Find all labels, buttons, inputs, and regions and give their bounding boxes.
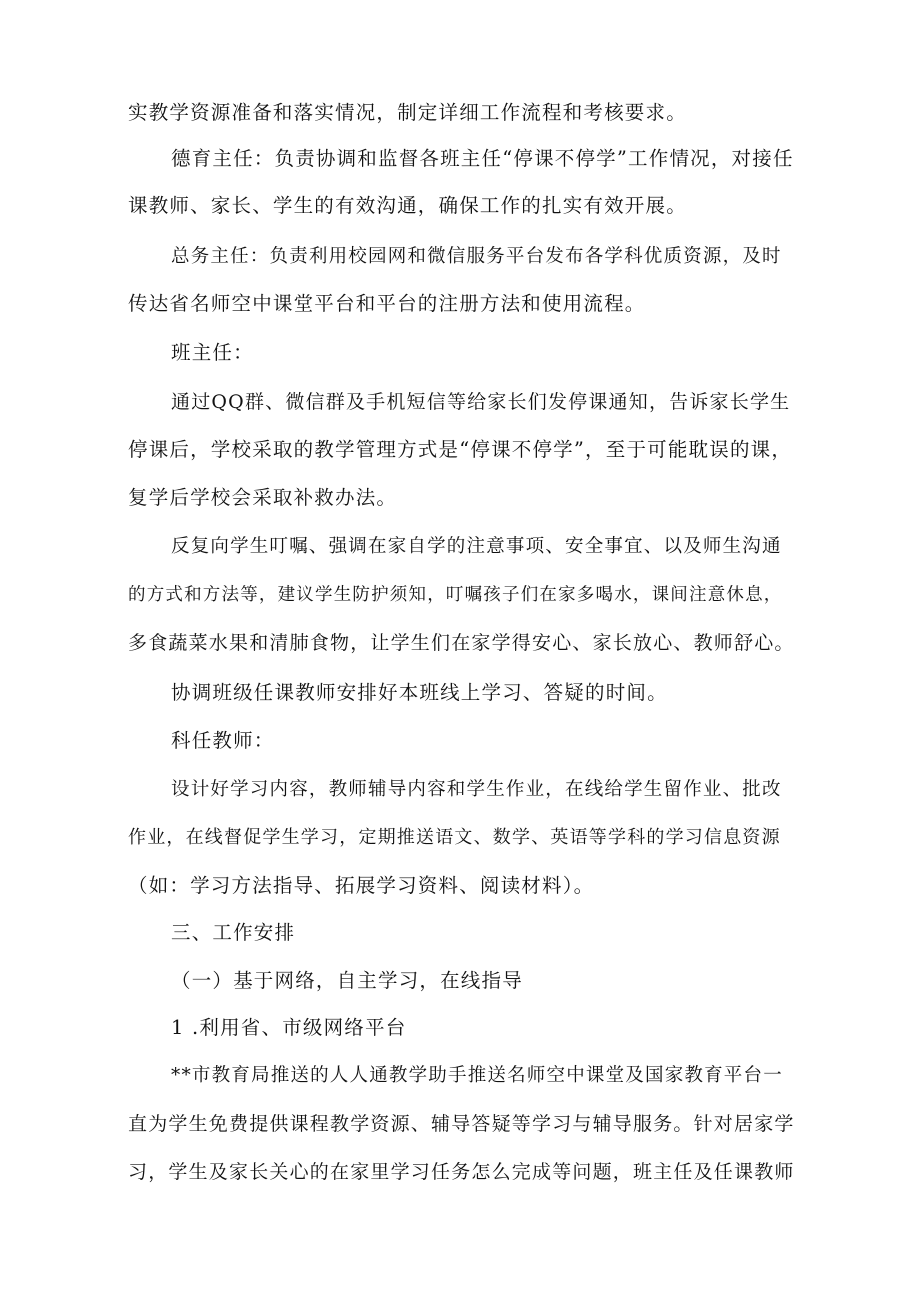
text-line: 停课后，学校采取的教学管理方式是“停课不停学”，至于可能耽误的课， <box>128 438 793 461</box>
heading-subject-teacher: 科任教师： <box>171 729 275 752</box>
text-line: （如：学习方法指导、拓展学习资料、阅读材料）。 <box>128 874 595 897</box>
paragraph-moral-director: 德育主任：负责协调和监督各班主任“停课不停学”工作情况，对接任 <box>171 147 794 170</box>
text-line: 的方式和方法等，建议学生防护须知，叮嘱孩子们在家多喝水，课间注意休息， <box>128 585 783 605</box>
subsection-heading-online-learning: （一）基于网络，自主学习，在线指导 <box>171 969 523 992</box>
paragraph-reminders: 反复向学生叮嘱、强调在家自学的注意事项、安全事宜、以及师生沟通 <box>171 536 782 557</box>
text-line: 传达省名师空中课堂平台和平台的注册方法和使用流程。 <box>128 292 646 315</box>
paragraph-notice: 通过QQ群、微信群及手机短信等给家长们发停课通知，告诉家长学生 <box>171 391 791 413</box>
paragraph-design-content: 设计好学习内容，教师辅导内容和学生作业，在线给学生留作业、批改 <box>171 779 782 800</box>
section-heading-work-arrangement: 三、工作安排 <box>171 921 296 944</box>
paragraph-platform: **市教育局推送的人人通教学助手推送名师空中课堂及国家教育平台一 <box>171 1065 783 1086</box>
heading-class-teacher: 班主任： <box>171 341 254 364</box>
text-line: 直为学生免费提供课程教学资源、辅导答疑等学习与辅导服务。针对居家学 <box>128 1113 795 1135</box>
text-line: 习，学生及家长关心的在家里学习任务怎么完成等问题，班主任及任课教师 <box>128 1161 795 1183</box>
text-line: 复学后学校会采取补救办法。 <box>128 486 398 509</box>
paragraph-general-affairs: 总务主任：负责利用校园网和微信服务平台发布各学科优质资源，及时 <box>171 246 782 267</box>
text-line: 课教师、家长、学生的有效沟通，确保工作的扎实有效开展。 <box>128 194 687 217</box>
text-line: 作业，在线督促学生学习，定期推送语文、数学、英语等学科的学习信息资源 <box>128 827 781 848</box>
text-line: 实教学资源准备和落实情况，制定详细工作流程和考核要求。 <box>128 101 687 124</box>
item-heading-platform: 1 .利用省、市级网络平台 <box>171 1016 407 1039</box>
paragraph-coordinate: 协调班级任课教师安排好本班线上学习、答疑的时间。 <box>171 681 668 704</box>
text-line: 多食蔬菜水果和清肺食物，让学生们在家学得安心、家长放心、教师舒心。 <box>128 632 795 654</box>
